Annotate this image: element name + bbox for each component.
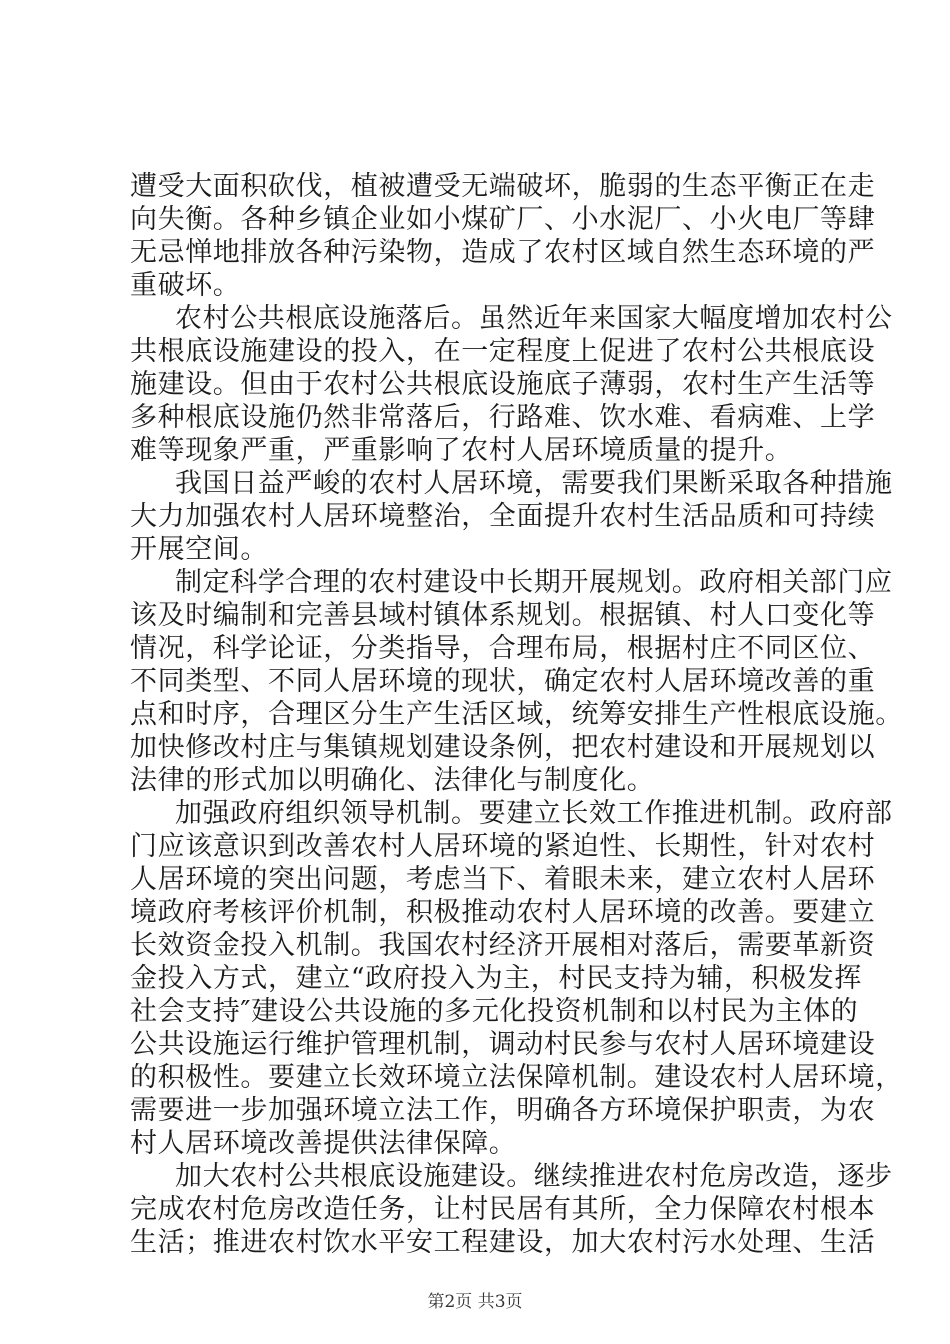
- text-line: 生活；推进农村饮水平安工程建设，加大农村污水处理、生活: [130, 1227, 876, 1258]
- text-line: 大力加强农村人居环境整治，全面提升农村生活品质和可持续: [130, 501, 876, 532]
- text-line: 公共设施运行维护管理机制，调动村民参与农村人居环境建设: [130, 1029, 876, 1060]
- text-line: 施建设。但由于农村公共根底设施底子薄弱，农村生产生活等: [130, 369, 876, 400]
- text-line: 情况，科学论证，分类指导，合理布局，根据村庄不同区位、: [130, 633, 876, 664]
- text-line: 该及时编制和完善县域村镇体系规划。根据镇、村人口变化等: [130, 600, 876, 631]
- text-line: 加快修改村庄与集镇规划建设条例，把农村建设和开展规划以: [130, 732, 876, 763]
- paragraph-first-line: 我国日益严峻的农村人居环境，需要我们果断采取各种措施: [175, 468, 893, 499]
- text-line: 开展空间。: [130, 534, 268, 565]
- text-line: 法律的形式加以明确化、法律化与制度化。: [130, 765, 655, 796]
- text-line: 门应该意识到改善农村人居环境的紧迫性、长期性，针对农村: [130, 831, 876, 862]
- text-line: 重破坏。: [130, 270, 241, 301]
- text-line: 需要进一步加强环境立法工作，明确各方环境保护职责，为农: [130, 1095, 876, 1126]
- text-line: 向失衡。各种乡镇企业如小煤矿厂、小水泥厂、小火电厂等肆: [130, 204, 876, 235]
- text-line: 不同类型、不同人居环境的现状，确定农村人居环境改善的重: [130, 666, 876, 697]
- text-line: 多种根底设施仍然非常落后，行路难、饮水难、看病难、上学: [130, 402, 876, 433]
- text-line: 共根底设施建设的投入，在一定程度上促进了农村公共根底设: [130, 336, 876, 367]
- text-line: 难等现象严重，严重影响了农村人居环境质量的提升。: [130, 435, 793, 466]
- text-line: 社会支持″建设公共设施的多元化投资机制和以村民为主体的: [130, 996, 859, 1027]
- paragraph-first-line: 加大农村公共根底设施建设。继续推进农村危房改造，逐步: [175, 1161, 893, 1192]
- text-line: 村人居环境改善提供法律保障。: [130, 1128, 517, 1159]
- paragraph-first-line: 加强政府组织领导机制。要建立长效工作推进机制。政府部: [175, 798, 893, 829]
- text-line: 点和时序，合理区分生产生活区域，统筹安排生产性根底设施。: [130, 699, 903, 730]
- paragraph-first-line: 制定科学合理的农村建设中长期开展规划。政府相关部门应: [175, 567, 893, 598]
- page-number-footer: 第2页 共3页: [427, 1292, 523, 1312]
- text-line: 遭受大面积砍伐，植被遭受无端破坏，脆弱的生态平衡正在走: [130, 171, 876, 202]
- text-line: 境政府考核评价机制，积极推动农村人居环境的改善。要建立: [130, 897, 876, 928]
- text-line: 长效资金投入机制。我国农村经济开展相对落后，需要革新资: [130, 930, 876, 961]
- text-line: 金投入方式，建立“政府投入为主，村民支持为辅，积极发挥: [130, 963, 863, 994]
- text-line: 完成农村危房改造任务，让村民居有其所，全力保障农村根本: [130, 1194, 876, 1225]
- text-line: 无忌惮地排放各种污染物，造成了农村区域自然生态环境的严: [130, 237, 876, 268]
- body-text: [130, 170, 903, 1259]
- text-line: 的积极性。要建立长效环境立法保障机制。建设农村人居环境，: [130, 1062, 903, 1093]
- text-line: 人居环境的突出问题，考虑当下、着眼未来，建立农村人居环: [130, 864, 876, 895]
- paragraph-first-line: 农村公共根底设施落后。虽然近年来国家大幅度增加农村公: [175, 303, 893, 334]
